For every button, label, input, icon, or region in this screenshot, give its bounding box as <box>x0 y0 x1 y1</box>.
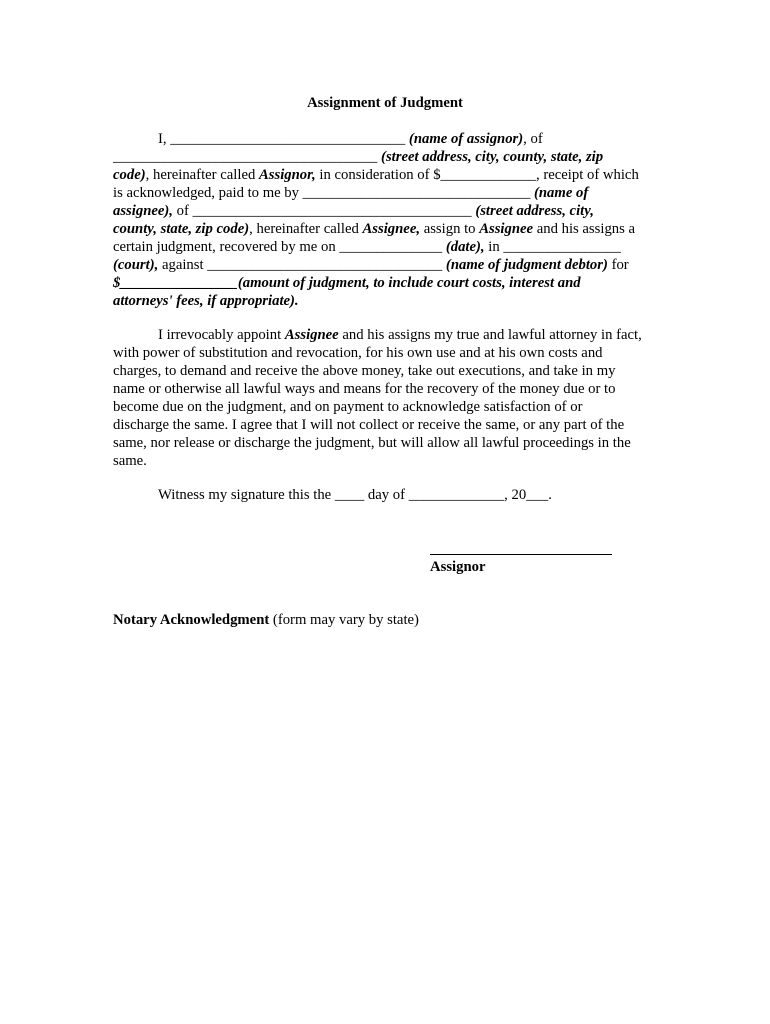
document-title: Assignment of Judgment <box>307 95 463 111</box>
paragraph-line: with power of substitution and revocation, for his own use and at his own costs and <box>113 345 603 361</box>
text-run: and his assigns my true and lawful attorney in fact, <box>338 327 642 343</box>
assignee-term: Assignee <box>284 327 339 343</box>
paragraph-line <box>113 326 661 344</box>
assignor-name-hint: (name of assignor) <box>408 131 524 147</box>
assignment-paragraph <box>113 130 661 310</box>
text-run: , of <box>523 131 543 147</box>
assignee-term: Assignee <box>479 221 534 237</box>
text-run: I, ________________________________ <box>158 131 409 147</box>
text-run: in consideration of $_____________, receipt of which <box>315 167 639 183</box>
assignee-address-hint: (street address, city, <box>475 203 594 219</box>
judgment-debtor-hint: (name of judgment debtor) <box>445 257 608 273</box>
paragraph-line: discharge the same. I agree that I will not collect or receive the same, or any part of the <box>113 417 625 433</box>
notary-acknowledgment <box>113 611 419 629</box>
notary-heading: Notary Acknowledgment <box>113 612 270 628</box>
paragraph-line <box>113 256 661 274</box>
text-run: is acknowledged, paid to me by _______________________________ <box>113 185 534 201</box>
text-run: , hereinafter called <box>145 167 259 183</box>
assignee-term: Assignee, <box>362 221 421 237</box>
text-run: against ________________________________ <box>158 257 446 273</box>
paragraph-line <box>113 274 661 292</box>
text-run: I irrevocably appoint <box>158 327 285 343</box>
power-of-attorney-paragraph <box>113 326 661 470</box>
signature-label: Assignor <box>430 559 486 575</box>
signature-line <box>430 554 612 555</box>
court-hint: (court), <box>113 257 159 273</box>
amount-hint-end: attorneys' fees, if appropriate). <box>113 293 299 309</box>
assignor-address-hint: (street address, city, county, state, zip <box>381 149 604 165</box>
paragraph-line <box>113 202 661 220</box>
text-run: of ______________________________________ <box>172 203 476 219</box>
paragraph-line <box>113 238 661 256</box>
witness-line: Witness my signature this the ____ day of _____________, 20___. <box>158 487 552 503</box>
text-run: for <box>607 257 629 273</box>
text-run: and his assigns a <box>533 221 636 237</box>
paragraph-line <box>113 148 661 166</box>
paragraph-line: become due on the judgment, and on payment to acknowledge satisfaction of or <box>113 399 583 415</box>
paragraph-line <box>113 292 661 310</box>
assignee-address-hint-end: county, state, zip code) <box>113 221 250 237</box>
witness-paragraph <box>113 486 661 504</box>
assignor-address-hint-end: code) <box>113 167 146 183</box>
paragraph-line <box>113 220 661 238</box>
text-run: certain judgment, recovered by me on ______________ <box>113 239 446 255</box>
text-run: in ________________ <box>484 239 621 255</box>
assignee-name-hint: (name of <box>534 185 589 201</box>
text-run: assign to <box>420 221 480 237</box>
text-run: ____________________________________ <box>113 149 382 165</box>
paragraph-line: name or otherwise all lawful ways and means for the recovery of the money due or to <box>113 381 616 397</box>
paragraph-line <box>113 166 661 184</box>
paragraph-line: charges, to demand and receive the above money, take out executions, and take in my <box>113 363 616 379</box>
paragraph-line <box>113 184 661 202</box>
amount-hint: $________________(amount of judgment, to include court costs, interest and <box>113 275 581 291</box>
paragraph-line: same. <box>113 453 147 469</box>
assignee-name-hint-end: assignee), <box>113 203 173 219</box>
assignor-term: Assignor, <box>258 167 316 183</box>
notary-note: (form may vary by state) <box>269 612 419 628</box>
paragraph-line: same, nor release or discharge the judgment, but will allow all lawful proceedings in the <box>113 435 631 451</box>
date-hint: (date), <box>445 239 485 255</box>
text-run: , hereinafter called <box>249 221 363 237</box>
paragraph-line <box>113 130 661 148</box>
